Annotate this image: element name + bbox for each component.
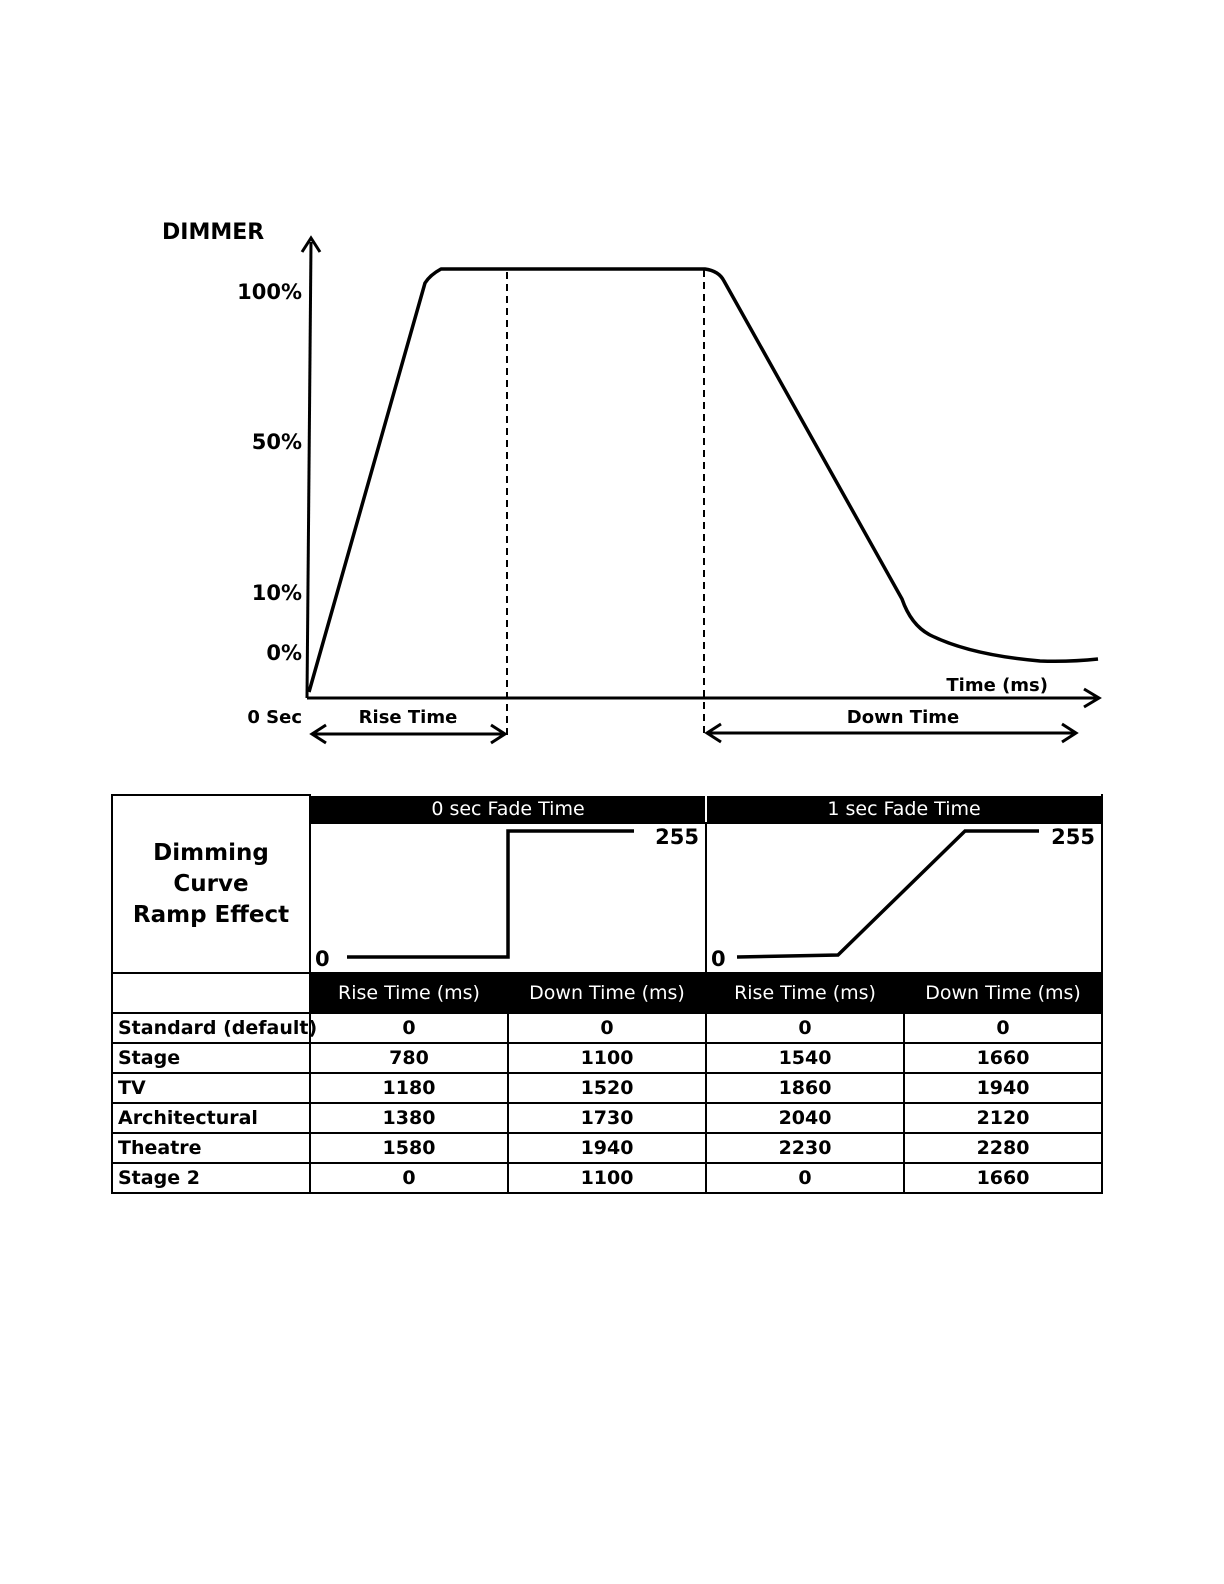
fade-0-curve-cell xyxy=(310,823,706,973)
rise-time-label: Rise Time xyxy=(358,707,458,728)
value-cell: 0 xyxy=(706,1013,904,1043)
value-cell: 1660 xyxy=(904,1163,1102,1193)
value-cell: 2040 xyxy=(706,1103,904,1133)
blank-header-cell xyxy=(112,973,310,1013)
y-tick-0: 0% xyxy=(266,641,302,665)
ramp-curve-min: 0 xyxy=(711,947,726,971)
table-title-line2: Ramp Effect xyxy=(132,901,290,928)
table-title-line1: Dimming Curve xyxy=(153,839,269,897)
value-cell: 0 xyxy=(310,1013,508,1043)
x-axis-title: Time (ms) xyxy=(946,675,1048,696)
value-cell: 0 xyxy=(904,1013,1102,1043)
value-cell: 1100 xyxy=(508,1043,706,1073)
value-cell: 0 xyxy=(508,1013,706,1043)
y-axis-title: DIMMER xyxy=(162,220,265,245)
row-label: Stage xyxy=(112,1043,310,1073)
value-cell: 1100 xyxy=(508,1163,706,1193)
value-cell: 1180 xyxy=(310,1073,508,1103)
value-cell: 1660 xyxy=(904,1043,1102,1073)
table-title xyxy=(112,795,310,973)
value-cell: 1520 xyxy=(508,1073,706,1103)
value-cell: 1730 xyxy=(508,1103,706,1133)
value-cell: 1860 xyxy=(706,1073,904,1103)
y-axis xyxy=(307,242,311,698)
ramp-curve-graphic xyxy=(707,824,1101,972)
value-cell: 2230 xyxy=(706,1133,904,1163)
dimmer-curve-diagram xyxy=(0,0,1224,780)
col-header-rise-0: Rise Time (ms) xyxy=(310,973,508,1013)
ramp-curve-line xyxy=(737,831,1039,957)
value-cell: 1940 xyxy=(508,1133,706,1163)
value-cell: 0 xyxy=(310,1163,508,1193)
value-cell: 1540 xyxy=(706,1043,904,1073)
col-header-down-1: Down Time (ms) xyxy=(904,973,1102,1013)
col-header-rise-1: Rise Time (ms) xyxy=(706,973,904,1013)
row-label: Stage 2 xyxy=(112,1163,310,1193)
table-row xyxy=(112,1163,1102,1193)
value-cell: 1380 xyxy=(310,1103,508,1133)
step-curve-max: 255 xyxy=(655,825,700,849)
ramp-curve-max: 255 xyxy=(1051,825,1096,849)
fade-0-header: 0 sec Fade Time xyxy=(310,795,706,823)
step-curve-line xyxy=(347,831,634,957)
table-row xyxy=(112,1133,1102,1163)
step-curve-min: 0 xyxy=(315,947,330,971)
step-curve-graphic xyxy=(311,824,705,972)
fade-1-curve-cell xyxy=(706,823,1102,973)
ramp-effect-table xyxy=(111,794,1103,1194)
value-cell: 2280 xyxy=(904,1133,1102,1163)
value-cell: 1940 xyxy=(904,1073,1102,1103)
x-origin-label: 0 Sec xyxy=(247,707,302,728)
row-label: Theatre xyxy=(112,1133,310,1163)
fade-1-header: 1 sec Fade Time xyxy=(706,795,1102,823)
row-label: Standard (default) xyxy=(112,1013,310,1043)
down-time-label: Down Time xyxy=(846,707,960,728)
table-row xyxy=(112,1013,1102,1043)
value-cell: 2120 xyxy=(904,1103,1102,1133)
table-row xyxy=(112,1073,1102,1103)
value-cell: 780 xyxy=(310,1043,508,1073)
table-row xyxy=(112,1103,1102,1133)
row-label: Architectural xyxy=(112,1103,310,1133)
y-tick-10: 10% xyxy=(251,581,302,605)
row-label: TV xyxy=(112,1073,310,1103)
table-row xyxy=(112,1043,1102,1073)
value-cell: 0 xyxy=(706,1163,904,1193)
value-cell: 1580 xyxy=(310,1133,508,1163)
col-header-down-0: Down Time (ms) xyxy=(508,973,706,1013)
y-tick-50: 50% xyxy=(251,430,302,454)
y-tick-100: 100% xyxy=(237,280,302,304)
